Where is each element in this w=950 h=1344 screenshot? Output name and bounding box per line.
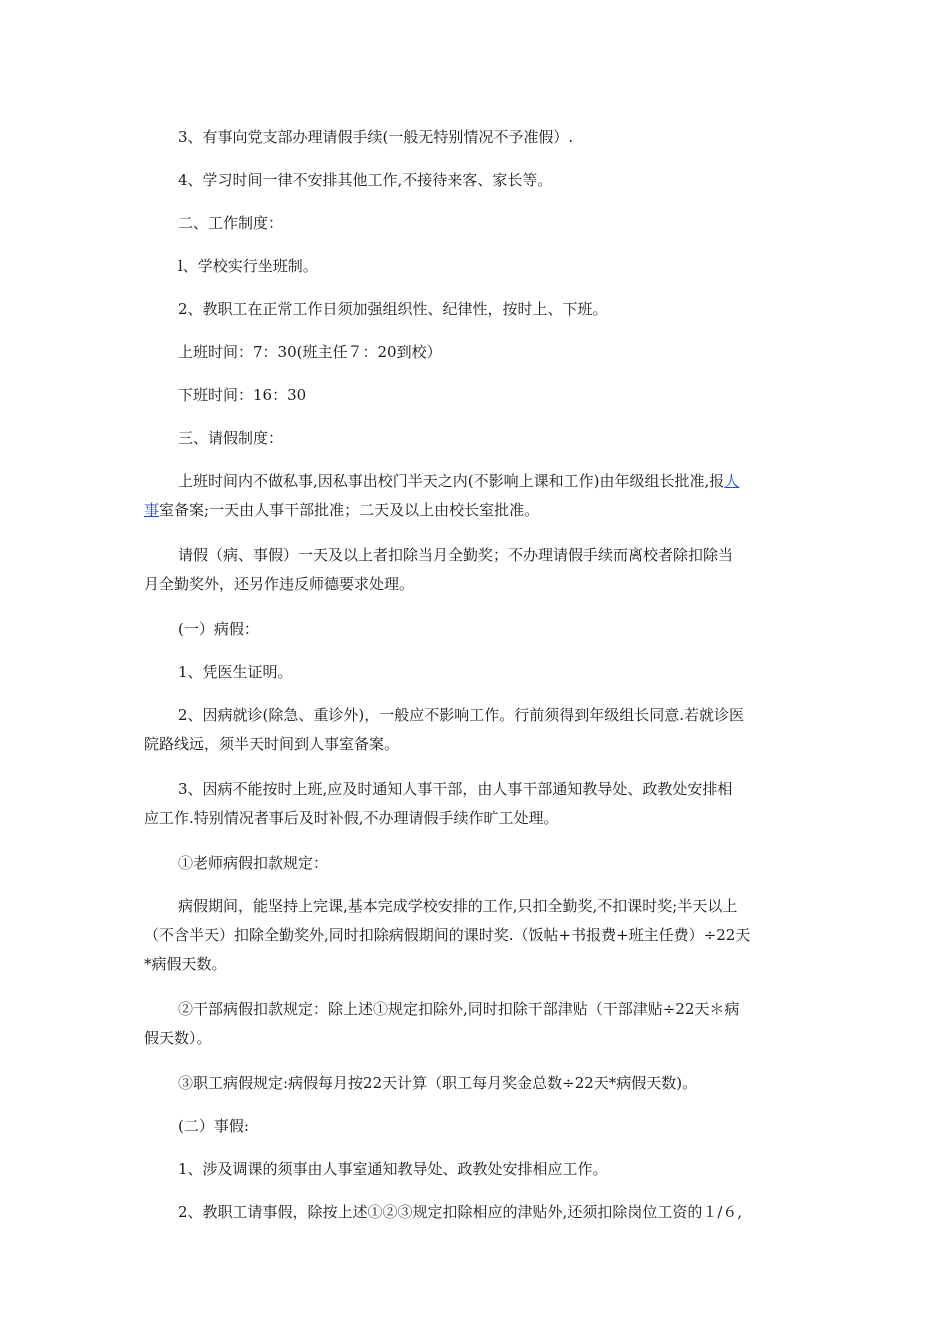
paragraph-study-time: 4、学习时间一律不安排其他工作,不接待来客、家长等。 xyxy=(178,171,553,189)
text-line: 假天数）。 xyxy=(144,1029,212,1047)
paragraph-teacher-deduction xyxy=(144,892,809,979)
rule-text-line1: 上班时间内不做私事,因私事出校门半天之内(不影响上课和工作)由年级组长批准,报 xyxy=(178,472,725,490)
personnel-link[interactable]: 人 xyxy=(724,472,740,490)
heading-sick-leave: (一）病假： xyxy=(178,620,259,638)
paragraph-end-time: 下班时间：16：30 xyxy=(178,386,307,404)
text-line: 2、因病就诊(除急、重诊外)，一般应不影响工作。行前须得到年级组长同意.若就诊医 xyxy=(178,706,745,724)
text-line: 病假期间，能坚持上完课,基本完成学校安排的工作,只扣全勤奖,不扣课时奖;半天以上 xyxy=(178,897,738,915)
paragraph-personal-leave-deduction: 2、教职工请事假，除按上述①②③规定扣除相应的津贴外,还须扣除岗位工资的１/６, xyxy=(178,1203,743,1221)
paragraph-cadre-deduction xyxy=(144,995,809,1053)
text-line: ②干部病假扣款规定：除上述①规定扣除外,同时扣除干部津贴（干部津贴÷22天＊病 xyxy=(178,1000,740,1018)
paragraph-attendance-bonus xyxy=(144,541,809,599)
paragraph-discipline: 2、教职工在正常工作日须加强组织性、纪律性，按时上、下班。 xyxy=(178,300,608,318)
text-line: （不含半天）扣除全勤奖外,同时扣除病假期间的课时奖.（饭帖+书报费+班主任费）÷22天 xyxy=(144,926,751,944)
text-line: *病假天数。 xyxy=(144,955,227,973)
paragraph-doctor-certificate: 1、凭医生证明。 xyxy=(178,663,293,681)
rule-text-line2: 室备案;一天由人事干部批准；二天及以上由校长室批准。 xyxy=(159,501,540,519)
paragraph-party-leave: 3、有事向党支部办理请假手续(一般无特别情况不予准假）. xyxy=(178,128,574,146)
heading-teacher-deduction: ①老师病假扣款规定： xyxy=(178,854,329,872)
paragraph-notify-personnel xyxy=(144,775,809,833)
paragraph-office-hours: l、学校实行坐班制。 xyxy=(178,257,318,275)
paragraph-start-time: 上班时间：7：30(班主任７：20到校） xyxy=(178,343,442,361)
personnel-link-cont[interactable]: 事 xyxy=(144,501,160,519)
text-line: 请假（病、事假）一天及以上者扣除当月全勤奖；不办理请假手续而离校者除扣除当 xyxy=(178,546,734,564)
text-line: 院路线远，须半天时间到人事室备案。 xyxy=(144,735,400,753)
text-line: 应工作.特别情况者事后及时补假,不办理请假手续作旷工处理。 xyxy=(144,809,559,827)
paragraph-private-affairs xyxy=(144,467,809,525)
paragraph-class-swap: 1、涉及调课的须事由人事室通知教导处、政教处安排相应工作。 xyxy=(178,1160,608,1178)
heading-leave-system: 三、请假制度： xyxy=(178,429,284,447)
heading-personal-leave: (二）事假: xyxy=(178,1117,249,1135)
text-line: 3、因病不能按时上班,应及时通知人事干部，由人事干部通知教导处、政教处安排相 xyxy=(178,780,733,798)
text-line: 月全勤奖外，还另作违反师德要求处理。 xyxy=(144,575,415,593)
heading-work-system: 二、工作制度： xyxy=(178,214,284,232)
paragraph-staff-deduction: ③职工病假规定:病假每月按22天计算（职工每月奖金总数÷22天*病假天数)。 xyxy=(178,1074,698,1092)
paragraph-medical-visit xyxy=(144,701,809,759)
